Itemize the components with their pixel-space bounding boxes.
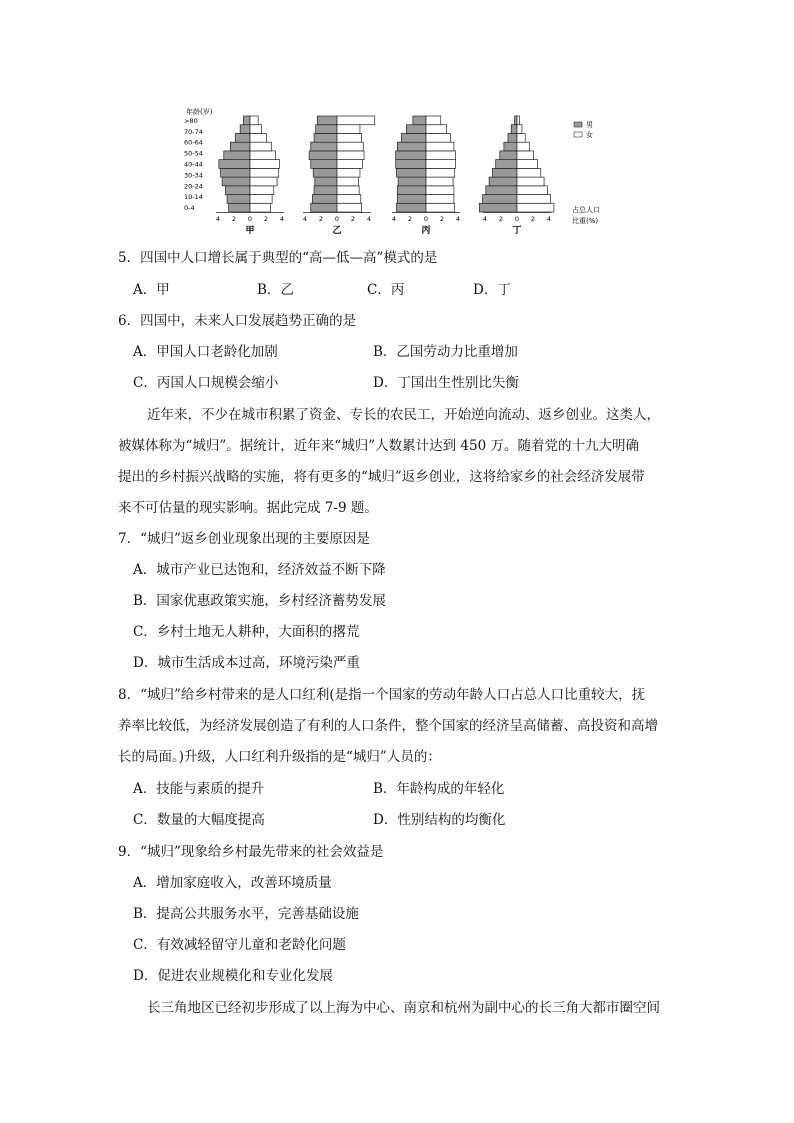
age-label: 20-24 bbox=[184, 182, 203, 191]
female-bar bbox=[337, 160, 362, 169]
q9-stem: 9．“城归”现象给乡村最先带来的社会效益是 bbox=[118, 844, 384, 860]
q8-option-c[interactable]: C．数量的大幅度提高 bbox=[133, 812, 265, 828]
male-bar bbox=[315, 177, 337, 186]
male-bar bbox=[235, 133, 250, 142]
female-bar bbox=[250, 186, 274, 195]
q6-option-d[interactable]: D．丁国出生性别比失衡 bbox=[373, 375, 519, 391]
male-bar bbox=[317, 116, 337, 125]
male-bar bbox=[243, 116, 250, 125]
female-bar bbox=[337, 151, 364, 160]
male-bar bbox=[396, 151, 426, 160]
female-bar bbox=[426, 160, 456, 169]
legend-female-swatch bbox=[574, 132, 582, 137]
q8-stem-line-2: 养率比较低，为经济发展创造了有利的人口条件，整个国家的经济呈高储蓄、高投资和高增 bbox=[118, 718, 658, 734]
male-bar bbox=[311, 142, 337, 151]
male-bar bbox=[312, 195, 337, 204]
male-bar bbox=[396, 160, 426, 169]
female-bar bbox=[337, 186, 359, 195]
population-pyramid-figure bbox=[180, 108, 620, 240]
age-label: 40-44 bbox=[184, 160, 203, 169]
pyramids bbox=[216, 116, 554, 236]
female-bar bbox=[250, 116, 258, 125]
q5-option-a[interactable]: A．甲 bbox=[133, 282, 170, 298]
q9-option-a[interactable]: A．增加家庭收入，改善环境质量 bbox=[133, 875, 332, 891]
female-bar bbox=[337, 116, 375, 125]
male-bar bbox=[230, 142, 250, 151]
age-label: 70-74 bbox=[184, 127, 203, 136]
x-tick-label: 0 bbox=[514, 215, 520, 223]
male-bar bbox=[508, 133, 517, 142]
female-bar bbox=[426, 142, 454, 151]
legend-male-label: 男 bbox=[586, 121, 593, 129]
male-bar bbox=[489, 177, 517, 186]
male-bar bbox=[398, 177, 426, 186]
q8-option-d[interactable]: D．性别结构的均衡化 bbox=[373, 812, 506, 828]
legend bbox=[572, 120, 600, 225]
female-bar bbox=[517, 203, 554, 212]
x-tick-label: 2 bbox=[263, 215, 269, 223]
male-bar bbox=[219, 160, 250, 169]
female-bar bbox=[250, 125, 261, 134]
x-axis-title-line1: 占总人口 bbox=[572, 206, 600, 214]
female-bar bbox=[426, 151, 456, 160]
x-tick-label: 4 bbox=[546, 215, 552, 223]
female-bar bbox=[517, 186, 547, 195]
passage-line-2: 被媒体称为“城归”。据统计，近年来“城归”人数累计达到 450 万。随着党的十九大明确 bbox=[118, 438, 639, 454]
male-bar bbox=[396, 168, 426, 177]
male-bar bbox=[406, 125, 426, 134]
female-bar bbox=[250, 151, 275, 160]
next-passage-line: 长三角地区已经初步形成了以上海为中心、南京和杭州为副中心的长三角大都市圈空间 bbox=[147, 1000, 660, 1016]
male-bar bbox=[224, 151, 250, 160]
q6-option-b[interactable]: B．乙国劳动力比重增加 bbox=[373, 344, 518, 360]
q7-option-d[interactable]: D．城市生活成本过高，环境污染严重 bbox=[133, 655, 360, 671]
x-tick-label: 4 bbox=[279, 215, 285, 223]
male-bar bbox=[222, 177, 250, 186]
q8-stem-line-1: 8．“城归”给乡村带来的是人口红利(是指一个国家的劳动年龄人口占总人口比重较大，抚 bbox=[118, 687, 646, 703]
q7-option-b[interactable]: B．国家优惠政策实施，乡村经济蓄势发展 bbox=[133, 593, 386, 609]
x-tick-label: 4 bbox=[391, 215, 397, 223]
female-bar bbox=[426, 133, 451, 142]
female-bar bbox=[250, 168, 279, 177]
x-tick-label: 0 bbox=[334, 215, 340, 223]
male-bar bbox=[401, 133, 426, 142]
q5-stem: 5．四国中人口增长属于典型的“高—低—高”模式的是 bbox=[118, 250, 438, 266]
female-bar bbox=[517, 125, 522, 134]
male-bar bbox=[413, 116, 426, 125]
passage-line-3: 提出的乡村振兴战略的实施，将有更多的“城归”返乡创业，这将给家乡的社会经济发展带 bbox=[118, 469, 645, 485]
female-bar bbox=[426, 195, 454, 204]
q5-option-c[interactable]: C．丙 bbox=[367, 282, 405, 298]
male-bar bbox=[397, 195, 426, 204]
legend-female-label: 女 bbox=[586, 131, 593, 139]
q5-option-d[interactable]: D．丁 bbox=[473, 282, 511, 298]
female-bar bbox=[337, 168, 360, 177]
pyramid-name: 甲 bbox=[245, 226, 255, 236]
x-tick-label: 2 bbox=[231, 215, 237, 223]
female-bar bbox=[337, 133, 362, 142]
male-bar bbox=[397, 186, 426, 195]
male-bar bbox=[500, 151, 517, 160]
male-bar bbox=[316, 125, 337, 134]
female-bar bbox=[250, 160, 280, 169]
female-bar bbox=[337, 142, 363, 151]
female-bar bbox=[250, 203, 271, 212]
male-bar bbox=[314, 133, 337, 142]
female-bar bbox=[250, 142, 271, 151]
x-tick-label: 0 bbox=[247, 215, 253, 223]
x-tick-label: 2 bbox=[407, 215, 413, 223]
q6-stem: 6．四国中，未来人口发展趋势正确的是 bbox=[118, 313, 357, 329]
female-bar bbox=[517, 133, 525, 142]
age-label: >80 bbox=[184, 116, 198, 125]
y-axis-label: 年龄(岁) bbox=[186, 108, 213, 116]
legend-male-swatch bbox=[574, 122, 582, 127]
male-bar bbox=[240, 125, 250, 134]
x-tick-label: 4 bbox=[215, 215, 221, 223]
q7-stem: 7．“城归”返乡创业现象出现的主要原因是 bbox=[118, 531, 370, 547]
x-tick-label: 4 bbox=[302, 215, 308, 223]
male-bar bbox=[309, 151, 337, 160]
age-label: 30-34 bbox=[184, 171, 203, 180]
x-tick-label: 4 bbox=[482, 215, 488, 223]
male-bar bbox=[486, 186, 517, 195]
female-bar bbox=[517, 116, 519, 125]
female-bar bbox=[337, 203, 362, 212]
male-bar bbox=[511, 125, 517, 134]
passage-line-4: 来不可估量的现实影响。据此完成 7-9 题。 bbox=[118, 500, 378, 516]
q9-option-d[interactable]: D．促进农业规模化和专业化发展 bbox=[133, 968, 333, 984]
q8-option-a[interactable]: A．技能与素质的提升 bbox=[133, 781, 265, 797]
age-labels bbox=[184, 117, 203, 212]
pyramid-name: 丁 bbox=[512, 226, 522, 236]
female-bar bbox=[426, 116, 441, 125]
x-tick-label: 2 bbox=[530, 215, 536, 223]
age-label: 60-64 bbox=[184, 138, 203, 147]
male-bar bbox=[396, 203, 426, 212]
female-bar bbox=[426, 125, 447, 134]
q8-option-b[interactable]: B．年龄构成的年轻化 bbox=[373, 781, 505, 797]
female-bar bbox=[337, 125, 360, 134]
male-bar bbox=[229, 203, 250, 212]
q5-option-b[interactable]: B．乙 bbox=[257, 282, 294, 298]
x-axis-title-line2: 比重(%) bbox=[572, 217, 599, 225]
male-bar bbox=[479, 203, 517, 212]
female-bar bbox=[517, 168, 541, 177]
female-bar bbox=[426, 203, 455, 212]
age-label: 10-14 bbox=[184, 193, 203, 202]
male-bar bbox=[227, 195, 250, 204]
q6-option-a[interactable]: A．甲国人口老龄化加剧 bbox=[133, 344, 278, 360]
female-bar bbox=[517, 177, 544, 186]
pyramid-name: 丙 bbox=[421, 226, 431, 236]
female-bar bbox=[426, 168, 455, 177]
q9-option-c[interactable]: C．有效减轻留守儿童和老龄化问题 bbox=[133, 937, 346, 953]
male-bar bbox=[483, 195, 517, 204]
x-tick-label: 2 bbox=[439, 215, 445, 223]
passage-line-1: 近年来，不少在城市积累了资金、专长的农民工，开始逆向流动、返乡创业。这类人， bbox=[147, 407, 660, 423]
female-bar bbox=[250, 133, 266, 142]
female-bar bbox=[250, 195, 272, 204]
female-bar bbox=[426, 177, 453, 186]
x-tick-label: 2 bbox=[350, 215, 356, 223]
male-bar bbox=[314, 186, 337, 195]
q6-option-c[interactable]: C．丙国人口规模会缩小 bbox=[133, 375, 279, 391]
male-bar bbox=[225, 186, 250, 195]
female-bar bbox=[337, 195, 361, 204]
male-bar bbox=[311, 160, 337, 169]
male-bar bbox=[397, 142, 426, 151]
female-bar bbox=[250, 177, 277, 186]
male-bar bbox=[311, 203, 337, 212]
male-bar bbox=[492, 168, 517, 177]
age-label: 50-54 bbox=[184, 149, 203, 158]
male-bar bbox=[220, 168, 250, 177]
pyramid-name: 乙 bbox=[332, 226, 342, 236]
x-tick-label: 2 bbox=[318, 215, 324, 223]
female-bar bbox=[517, 151, 533, 160]
female-bar bbox=[426, 186, 454, 195]
x-tick-label: 0 bbox=[423, 215, 429, 223]
male-bar bbox=[504, 142, 517, 151]
q8-stem-line-3: 长的局面。)升级，人口红利升级指的是“城归”人员的： bbox=[118, 749, 441, 765]
female-bar bbox=[337, 177, 358, 186]
male-bar bbox=[515, 116, 517, 125]
x-tick-label: 4 bbox=[366, 215, 372, 223]
male-bar bbox=[313, 168, 337, 177]
x-tick-label: 4 bbox=[455, 215, 461, 223]
male-bar bbox=[496, 160, 517, 169]
q7-option-c[interactable]: C．乡村土地无人耕种，大面积的撂荒 bbox=[133, 624, 360, 640]
female-bar bbox=[517, 160, 538, 169]
q7-option-a[interactable]: A．城市产业已达饱和，经济效益不断下降 bbox=[133, 562, 386, 578]
q9-option-b[interactable]: B．提高公共服务水平，完善基础设施 bbox=[133, 906, 359, 922]
x-tick-label: 2 bbox=[498, 215, 504, 223]
age-label: 0-4 bbox=[184, 204, 195, 213]
female-bar bbox=[517, 195, 551, 204]
female-bar bbox=[517, 142, 529, 151]
